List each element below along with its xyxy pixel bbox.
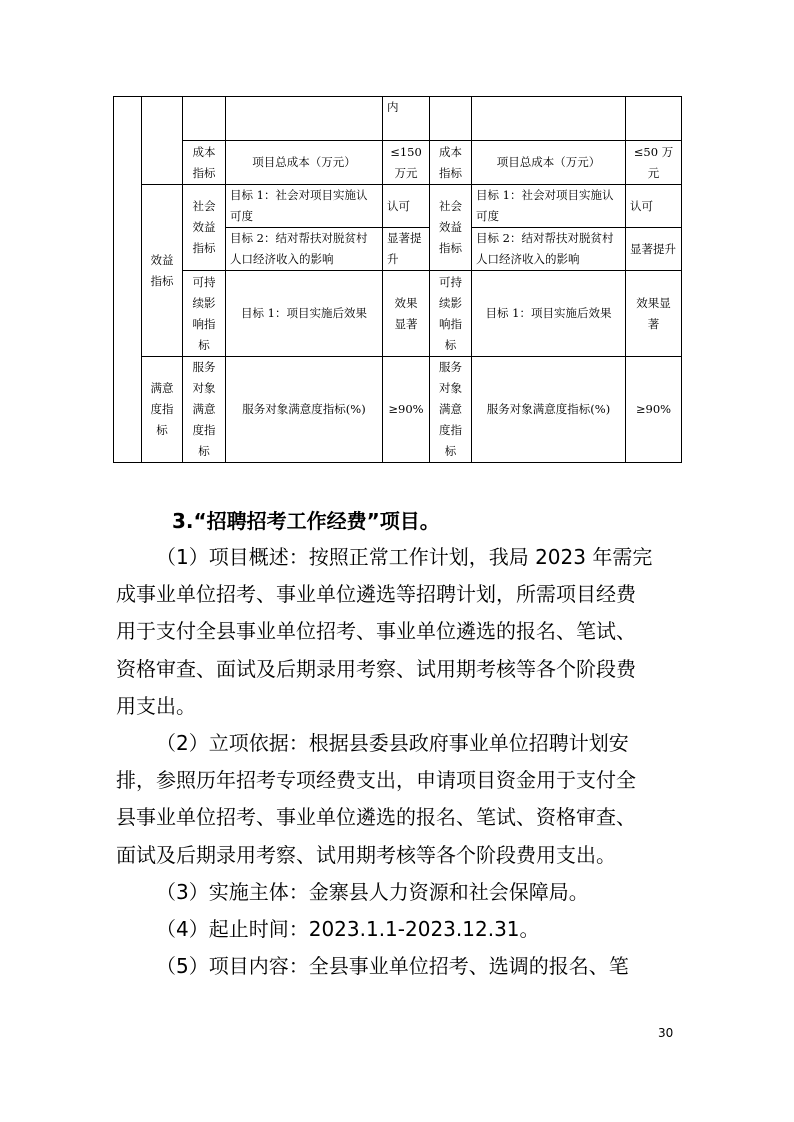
satisfaction-indicator-label: 服务对象满意度指标 [183, 357, 226, 463]
cost-indicator-label: 成本指标 [183, 141, 226, 185]
paragraph-period [116, 911, 686, 948]
cost-indicator-value-a: ≤150万元 [383, 141, 430, 185]
cost-indicator-label-b: 成本指标 [430, 141, 472, 185]
sustainable-goal-b: 目标 1：项目实施后效果 [472, 271, 626, 357]
text-line: 用于支付全县事业单位招考、事业单位遴选的报名、笔试、 [116, 619, 636, 644]
text-line: 成事业单位招考、事业单位遴选等招聘计划，所需项目经费 [116, 582, 636, 607]
text-line: （3）实施主体：金寨县人力资源和社会保障局。 [156, 879, 589, 904]
paragraph-implementer [116, 874, 686, 911]
text-line: 用支出。 [116, 693, 196, 718]
sustainable-value-b: 效果显著 [626, 271, 682, 357]
text-line: 面试及后期录用考察、试用期考核等各个阶段费用支出。 [116, 842, 616, 867]
text-line: （2）立项依据：根据县委县政府事业单位招聘计划安 [156, 731, 629, 756]
cost-indicator-item-b: 项目总成本（万元） [472, 141, 626, 185]
sustainable-impact-label-b: 可持续影响指标 [430, 271, 472, 357]
table-cell-partial: 内 [383, 97, 430, 141]
table-row [114, 357, 682, 463]
table-row [114, 185, 682, 228]
paragraph-overview [116, 539, 686, 725]
table-cell-empty [114, 97, 142, 463]
text-line: 资格审查、面试及后期录用考察、试用期考核等各个阶段费 [116, 656, 636, 681]
sustainable-impact-label: 可持续影响指标 [183, 271, 226, 357]
text-line: （5）项目内容：全县事业单位招考、选调的报名、笔 [156, 954, 629, 979]
paragraph-basis [116, 725, 686, 874]
text-line: （1）项目概述：按照正常工作计划，我局 2023 年需完 [156, 545, 653, 569]
text-line: 县事业单位招考、事业单位遴选的报名、笔试、资格审查、 [116, 805, 636, 830]
table-cell-empty [142, 97, 183, 185]
satisfaction-indicator-group: 满意度指标 [142, 357, 183, 463]
cost-indicator-value-b: ≤50 万元 [626, 141, 682, 185]
body-text [116, 539, 686, 985]
satisfaction-indicator-label-b: 服务对象满意度指标 [430, 357, 472, 463]
paragraph-content [116, 948, 686, 985]
text-line: （4）起止时间：2023.1.1-2023.12.31。 [156, 917, 540, 942]
table-cell-empty [226, 97, 383, 141]
social-benefit-label: 社会效益指标 [183, 185, 226, 271]
benefit-indicator-group: 效益指标 [142, 185, 183, 357]
social-value-2-a: 显著提升 [383, 228, 430, 271]
cost-indicator-item: 项目总成本（万元） [226, 141, 383, 185]
sustainable-value-a: 效果显著 [383, 271, 430, 357]
table-row [114, 97, 682, 141]
satisfaction-item: 服务对象满意度指标(%) [226, 357, 383, 463]
table-row [114, 271, 682, 357]
table-cell-empty [472, 97, 626, 141]
social-goal-1: 目标 1：社会对项目实施认可度 [226, 185, 383, 228]
satisfaction-value-b: ≥90% [626, 357, 682, 463]
social-value-1-b: 认可 [626, 185, 682, 228]
social-goal-2: 目标 2：结对帮扶对脱贫村人口经济收入的影响 [226, 228, 383, 271]
social-value-2-b: 显著提升 [626, 228, 682, 271]
table-cell-empty [430, 97, 472, 141]
table-cell-empty [183, 97, 226, 141]
section-heading: 3.“招聘招考工作经费”项目。 [172, 509, 440, 533]
table-row [114, 141, 682, 185]
social-goal-2-b: 目标 2：结对帮扶对脱贫村人口经济收入的影响 [472, 228, 626, 271]
sustainable-goal: 目标 1：项目实施后效果 [226, 271, 383, 357]
social-value-1-a: 认可 [383, 185, 430, 228]
page-number: 30 [658, 1026, 674, 1040]
satisfaction-item-b: 服务对象满意度指标(%) [472, 357, 626, 463]
social-benefit-label-b: 社会效益指标 [430, 185, 472, 271]
satisfaction-value-a: ≥90% [383, 357, 430, 463]
performance-indicator-table [113, 96, 682, 463]
social-goal-1-b: 目标 1：社会对项目实施认可度 [472, 185, 626, 228]
text-line: 排，参照历年招考专项经费支出，申请项目资金用于支付全 [116, 768, 636, 793]
table-cell-empty [626, 97, 682, 141]
